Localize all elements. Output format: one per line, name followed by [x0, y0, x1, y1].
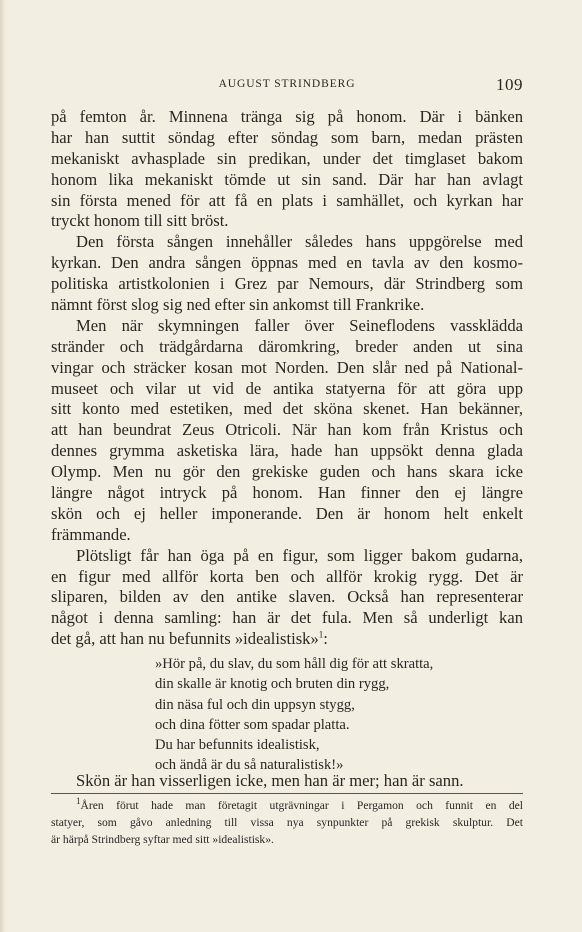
text-line-suffix: : [323, 629, 328, 649]
text-line: stränder och trädgårdarna däromkring, breder anden ut sina [51, 336, 523, 356]
poem-line: din skalle är knotig och bruten din rygg, [155, 676, 390, 693]
footnote-marker: 1 [76, 796, 81, 807]
text-line: längre något intryck på honom. Han finner den ej längre [51, 483, 523, 503]
footnote-line: är härpå Strindberg syftar med sitt »idealistisk». [51, 833, 274, 847]
text-line: på femton år. Minnena tränga sig på honom. Där i bänken [51, 107, 523, 126]
text-line: en figur med allför korta ben och allför krokig rygg. Det är [51, 566, 523, 586]
poem-quote [155, 654, 433, 776]
body-text [51, 107, 523, 650]
text-line: att han beundrat Zeus Otricoli. När han kom från Kristus och [51, 420, 523, 440]
page-edge [0, 0, 6, 932]
text-line: har han suttit söndag efter söndag som barn, medan prästen [51, 127, 523, 147]
text-line: sliparen, bilden av den antike slaven. Också han representerar [51, 587, 523, 607]
text-line: något i denna samling: han är det fula. Men så underligt kan [51, 608, 523, 628]
text-line: kyrkan. Den andra sången öppnas med en tavla av den kosmo- [51, 253, 523, 273]
text-line: dennes grymma asketiska lära, hade han uppsökt denna glada [51, 441, 523, 461]
text-line: politiska artistkolonien i Grez par Nemours, där Strindberg som [51, 274, 523, 294]
text-line: nämnt först slog sig ned efter sin ankomst till Frankrike. [51, 295, 425, 315]
text-line: Den första sången innehåller således hans uppgörelse med [76, 232, 523, 252]
page-number: 109 [496, 75, 523, 94]
text-line: skön och ej heller imponerande. Den är honom helt enkelt [51, 503, 523, 523]
poem-line: »Hör på, du slav, du som håll dig för att skratta, [155, 656, 434, 672]
footnote-divider [51, 793, 523, 794]
poem-line: Du har befunnits idealistisk, [155, 737, 320, 754]
footnote-line [51, 797, 523, 814]
text-line: vingar och sträcker kosan mot Norden. Den slår ned på National- [51, 357, 523, 377]
poem-line: och ändå är du så naturalistisk!» [155, 757, 344, 774]
poem-line: och dina fötter som spadar platta. [155, 716, 350, 733]
footnote-reference: 1 [318, 629, 324, 640]
poem-line: din näsa ful och din uppsyn stygg, [155, 696, 355, 713]
text-line: honom lika mekaniskt tömde ut sin sand. Där har han avlagt [51, 169, 523, 189]
text-line: museet och vilar ut vid de antika statyerna för att göra upp [51, 378, 523, 398]
text-line: Men när skymningen faller över Seineflodens vasskläddа [76, 315, 523, 335]
text-line: sitt konto med estetiken, med det sköna skenet. Han bekänner, [51, 399, 523, 419]
text-line: mekaniskt avhasplade sin predikan, under det timglaset bakom [51, 148, 523, 168]
running-header [51, 76, 523, 96]
footnote [51, 797, 523, 849]
text-line [51, 629, 523, 650]
text-line: Olymp. Men nu gör den grekiske guden och hans skara icke [51, 462, 523, 482]
text-line-content: det gå, att han nu befunnits »idealistisk» [51, 629, 319, 649]
text-line: tryckt honom till sitt bröst. [51, 211, 229, 231]
footnote-line: statyer, som gåvo anledning till vissa nya synpunkter på grekisk skulptur. Det [51, 816, 523, 830]
text-line: Plötsligt får han öga på en figur, som ligger bakom gudarna, [76, 545, 523, 565]
closing-line: Skön är han visserligen icke, men han är mer; han är sann. [76, 771, 464, 790]
running-title: AUGUST STRINDBERG [218, 78, 356, 90]
footnote-line-content: Åren förut hade man företagit utgrävningar i Pergamon och funnit en del [80, 799, 523, 812]
text-line: sin första mened för att få en plats i samhället, och kyrkan har [51, 190, 523, 210]
text-line: främmande. [51, 524, 131, 544]
